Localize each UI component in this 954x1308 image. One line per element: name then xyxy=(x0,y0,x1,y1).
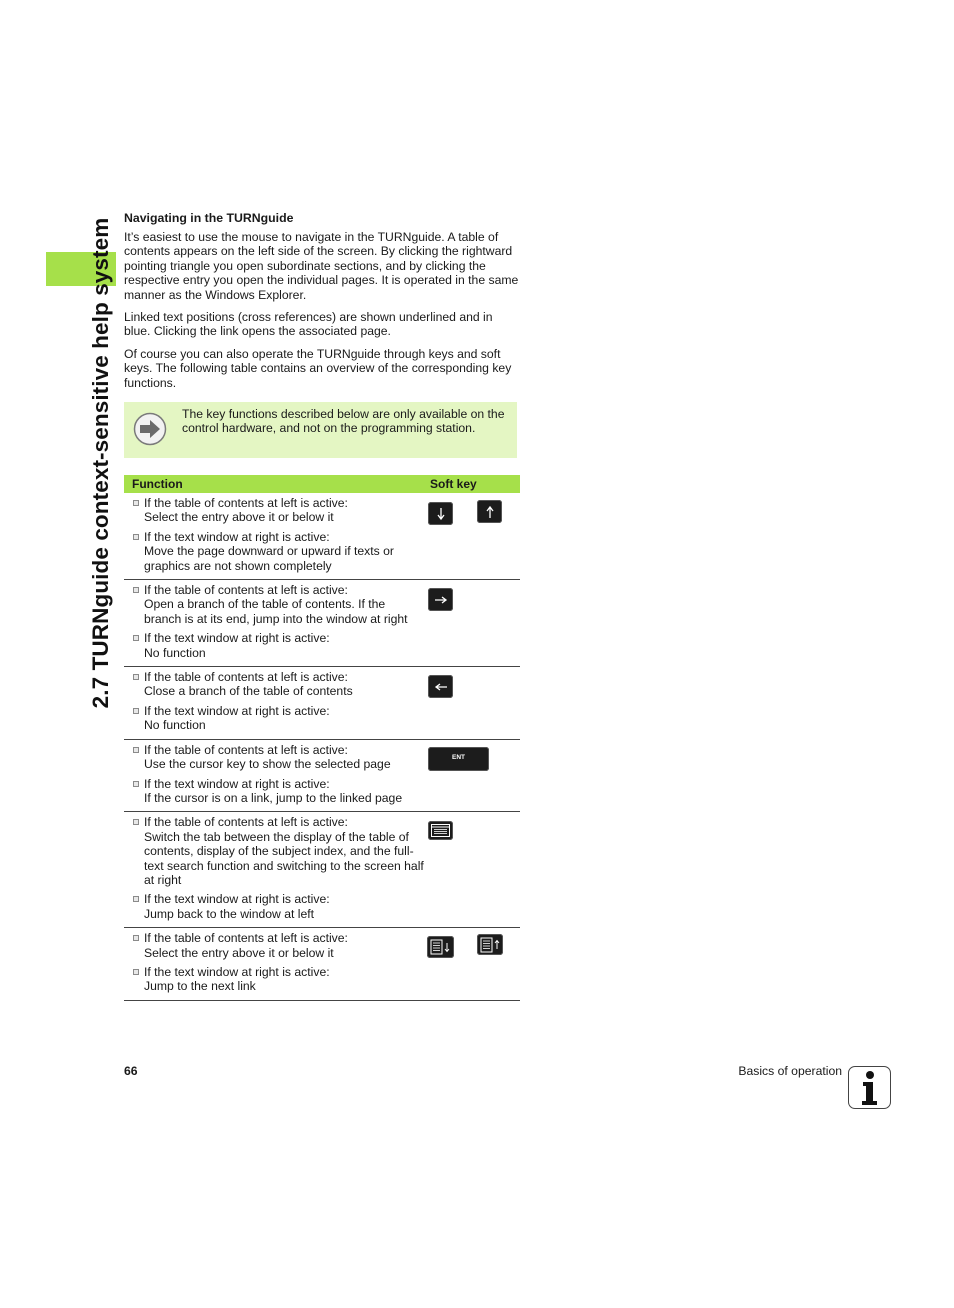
bullet-icon xyxy=(133,896,139,902)
item-condition: If the text window at right is active: xyxy=(144,964,330,979)
item-action: Switch the tab between the display of the table of contents, display of the subject index, and the full-text search function and switching to the screen half at right xyxy=(144,829,424,887)
softkey-cell xyxy=(425,580,520,667)
list-item xyxy=(124,777,425,806)
item-action: No function xyxy=(144,718,206,733)
softkey-cell xyxy=(425,812,520,928)
arrow-right-key-icon xyxy=(428,588,453,611)
softkey-cell xyxy=(425,667,520,740)
item-action: No function xyxy=(144,645,206,660)
bullet-icon xyxy=(133,935,139,941)
arrow-left-key-icon xyxy=(428,675,453,698)
item-condition: If the table of contents at left is active: xyxy=(144,931,348,946)
item-action: Move the page downward or upward if texts or graphics are not shown completely xyxy=(144,544,394,573)
page-up-softkey-icon xyxy=(477,934,503,955)
item-condition: If the table of contents at left is active: xyxy=(144,496,348,510)
bullet-icon xyxy=(133,747,139,753)
bullet-icon xyxy=(133,500,139,506)
list-item xyxy=(124,670,425,699)
header-function: Function xyxy=(124,475,425,493)
item-action: Close a branch of the table of contents xyxy=(144,684,353,699)
bullet-icon xyxy=(133,587,139,593)
table-row xyxy=(124,739,520,812)
list-item xyxy=(124,631,425,660)
softkey-cell xyxy=(425,493,520,580)
arrow-right-icon xyxy=(133,412,167,446)
table-row xyxy=(124,667,520,740)
table-header-row xyxy=(124,475,520,493)
function-cell xyxy=(124,580,425,667)
item-action: Open a branch of the table of contents. If the branch is at its end, jump into the window at right xyxy=(144,597,408,626)
paragraph-links: Linked text positions (cross references) are shown underlined and in blue. Clicking the link opens the associated page. xyxy=(124,310,493,339)
bullet-icon xyxy=(133,781,139,787)
list-item xyxy=(124,583,425,626)
item-condition: If the table of contents at left is active: xyxy=(144,742,348,757)
item-action: Select the entry above it or below it xyxy=(144,510,334,525)
item-condition: If the table of contents at left is active: xyxy=(144,815,348,830)
note-text: The key functions described below are only available on the control hardware, and not on the programming station. xyxy=(182,407,505,436)
bullet-icon xyxy=(133,819,139,825)
list-item xyxy=(124,931,425,960)
list-item xyxy=(124,704,425,733)
item-condition: If the text window at right is active: xyxy=(144,631,330,646)
softkey-cell xyxy=(425,739,520,812)
page-down-softkey-icon xyxy=(427,936,454,958)
item-action: If the cursor is on a link, jump to the linked page xyxy=(144,790,403,805)
function-cell xyxy=(124,928,425,1001)
item-action: Use the cursor key to show the selected page xyxy=(144,757,391,772)
table-row xyxy=(124,812,520,928)
ent-key-label: ENT xyxy=(452,754,465,762)
item-condition: If the text window at right is active: xyxy=(144,529,330,544)
function-cell xyxy=(124,493,425,580)
softkey-cell xyxy=(425,928,520,1001)
bullet-icon xyxy=(133,708,139,714)
function-cell xyxy=(124,739,425,812)
bullet-icon xyxy=(133,534,139,540)
item-condition: If the table of contents at left is active: xyxy=(144,670,348,685)
section-content xyxy=(124,211,520,398)
list-item xyxy=(124,530,425,573)
bullet-icon xyxy=(133,674,139,680)
bullet-icon xyxy=(133,635,139,641)
list-item xyxy=(124,965,425,994)
switch-window-key-icon xyxy=(428,821,453,840)
table-row xyxy=(124,928,520,1001)
bullet-icon xyxy=(133,969,139,975)
chapter-title: 2.7 TURNguide context-sensitive help system xyxy=(88,217,113,709)
item-action: Select the entry above it or below it xyxy=(144,945,334,960)
footer-chapter: Basics of operation xyxy=(738,1064,842,1078)
function-cell xyxy=(124,812,425,928)
ent-key xyxy=(428,747,489,771)
item-action: Jump back to the window at left xyxy=(144,906,315,921)
list-item xyxy=(124,743,425,772)
list-item xyxy=(124,815,425,887)
function-cell xyxy=(124,667,425,740)
header-softkey: Soft key xyxy=(425,475,520,493)
item-condition: If the table of contents at left is active: xyxy=(144,583,348,598)
paragraph-keys: Of course you can also operate the TURNguide through keys and soft keys. The following table contains an overview of the corresponding key functions. xyxy=(124,346,512,390)
key-function-table xyxy=(124,475,520,1001)
table-row xyxy=(124,493,520,580)
page-number: 66 xyxy=(124,1064,138,1078)
item-condition: If the text window at right is active: xyxy=(144,892,330,907)
note-box xyxy=(124,402,517,458)
item-condition: If the text window at right is active: xyxy=(144,703,330,718)
item-action: Jump to the next link xyxy=(144,979,256,994)
paragraph-intro: It’s easiest to use the mouse to navigate in the TURNguide. A table of contents appears on the left side of the screen. By clicking the rightward pointing triangle you open subordinate sections, and by clicking the respective entry you open the individual pages. It is operated in the same manner as the Windows Explorer. xyxy=(124,230,519,302)
list-item xyxy=(124,892,425,921)
arrow-up-key-icon xyxy=(477,500,502,523)
item-condition: If the text window at right is active: xyxy=(144,776,330,791)
section-heading: Navigating in the TURNguide xyxy=(124,211,294,225)
list-item xyxy=(124,496,425,525)
info-icon xyxy=(848,1066,891,1109)
table-row xyxy=(124,580,520,667)
arrow-down-key-icon xyxy=(428,502,453,525)
